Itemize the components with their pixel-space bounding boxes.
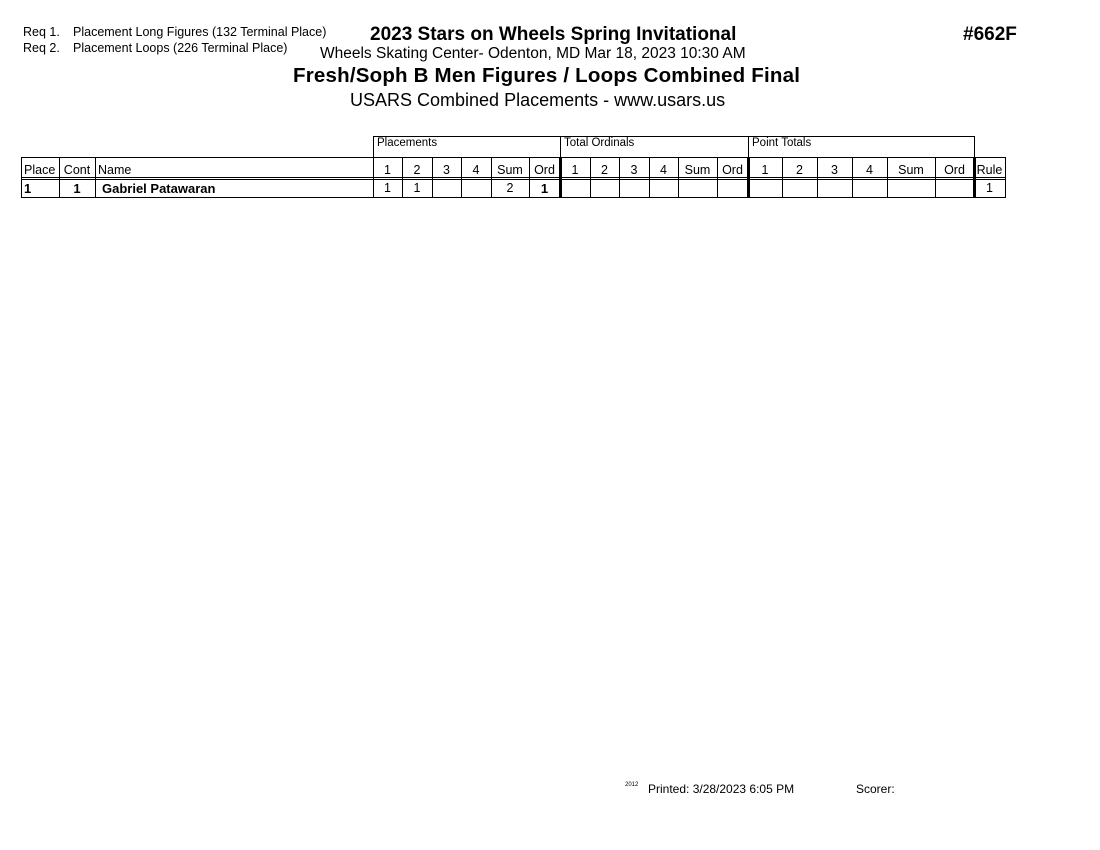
column-header-pt-2: 2 [796,163,803,178]
cell-pl-4 [461,179,491,197]
group-label-total-ordinals: Total Ordinals [564,137,635,149]
cell-pl-sum: 2 [506,180,514,195]
requirement-1 [23,25,326,39]
group-header-top-rule [373,136,975,137]
cell-to-2 [590,179,619,197]
cell-pt-2 [782,179,817,197]
column-divider [1005,157,1006,198]
column-header-pl-ord: Ord [534,163,555,178]
requirement-1-prefix: Req 1. [23,25,60,39]
column-header-name: Name [98,163,132,178]
cell-pl-ord: 1 [540,180,549,196]
cell-pl-1: 1 [384,180,391,195]
cell-to-1 [560,179,590,197]
column-header-to-sum: Sum [684,163,711,178]
cell-to-3 [619,179,649,197]
cell-pl-3 [432,179,461,197]
form-code: 2012 [625,782,639,788]
cell-pt-3 [817,179,852,197]
cell-cont: 1 [73,180,81,196]
column-header-cont: Cont [63,163,91,178]
cell-to-4 [649,179,678,197]
group-header-divider [748,136,749,157]
column-header-to-2: 2 [601,163,608,178]
group-label-placements: Placements [377,137,438,149]
requirement-1-text: Placement Long Figures (132 Terminal Place) [73,25,327,39]
requirement-2-text: Placement Loops (226 Terminal Place) [73,41,288,55]
cell-pl-2: 1 [413,180,421,195]
column-header-to-1: 1 [571,163,579,178]
column-header-pt-1: 1 [761,163,769,178]
cell-pt-sum [887,179,935,197]
group-header-divider [373,136,374,157]
cell-pt-ord [935,179,974,197]
column-header-to-ord: Ord [722,163,743,178]
column-header-to-4: 4 [660,163,667,178]
cell-name: Gabriel Patawaran [102,180,216,196]
cell-to-ord [717,179,748,197]
column-header-to-3: 3 [630,163,638,178]
cell-place: 1 [24,180,32,196]
column-header-pt-4: 4 [866,163,873,178]
group-label-point-totals: Point Totals [752,137,812,149]
usars-line: USARS Combined Placements - www.usars.us [350,90,726,110]
column-header-pl-4: 4 [472,163,480,178]
cell-to-sum [678,179,717,197]
cell-pt-1 [748,179,782,197]
column-header-place: Place [24,163,56,178]
event-code: #662F [963,24,1017,45]
column-header-pl-1: 1 [384,163,391,178]
column-header-pl-3: 3 [443,163,450,178]
column-header-pt-sum: Sum [898,163,924,178]
event-title: Fresh/Soph B Men Figures / Loops Combined Final [293,64,801,87]
venue-line: Wheels Skating Center- Odenton, MD Mar 18, 2023 10:30 AM [320,45,746,62]
requirement-2-prefix: Req 2. [23,41,60,55]
cell-rule: 1 [986,180,993,195]
column-header-pt-3: 3 [831,163,838,178]
column-header-rule: Rule [976,163,1003,178]
competition-title: 2023 Stars on Wheels Spring Invitational [370,24,737,45]
cell-pt-4 [852,179,887,197]
group-header-divider [974,136,975,157]
scorer-label: Scorer: [856,782,895,796]
row-bottom-rule [21,197,1005,198]
column-header-pl-2: 2 [413,163,421,178]
header-top-rule [21,157,1005,158]
column-header-pl-sum: Sum [497,163,523,178]
group-header-divider [560,136,561,157]
requirement-2 [23,41,287,55]
column-header-pt-ord: Ord [944,163,965,178]
printed-timestamp: Printed: 3/28/2023 6:05 PM [648,782,795,796]
